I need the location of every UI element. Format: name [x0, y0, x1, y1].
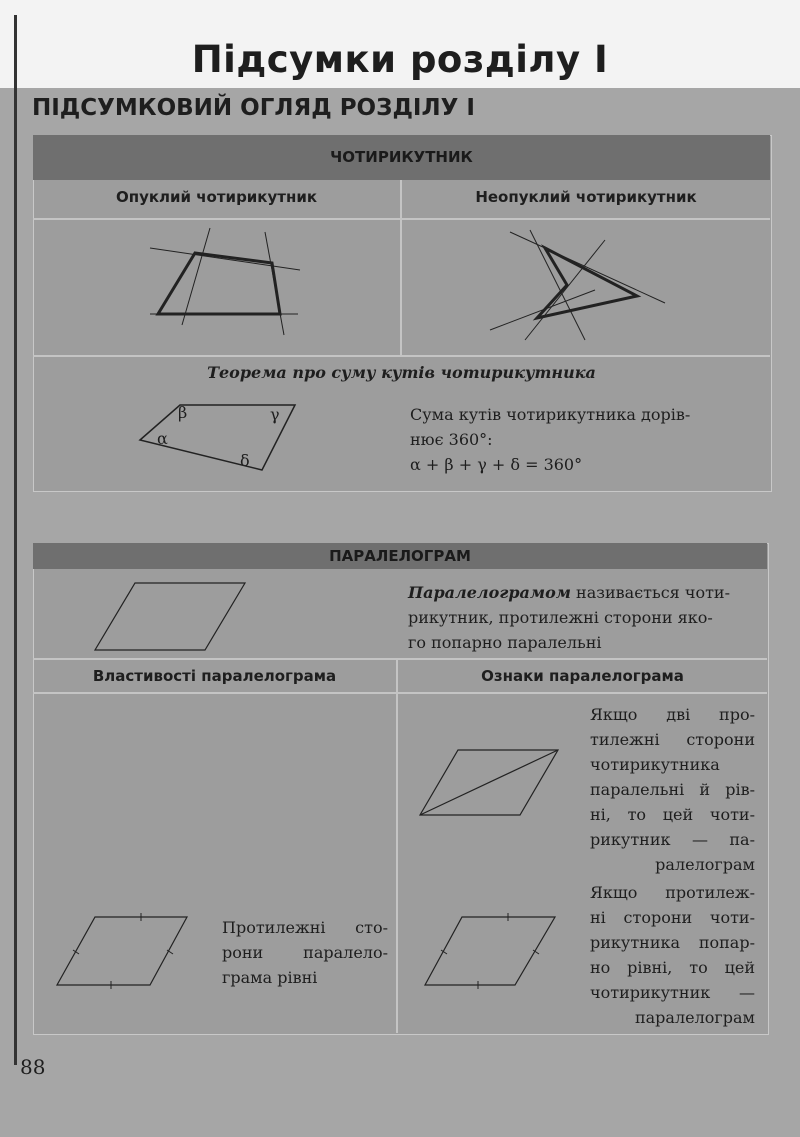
property-figure — [57, 913, 187, 989]
sign-line: Якщо протилеж- — [590, 883, 755, 902]
property-line: грама рівні — [222, 968, 318, 987]
angle-delta: δ — [240, 451, 250, 470]
angle-gamma: γ — [270, 405, 280, 424]
definition-term: Паралелограмом — [408, 583, 571, 602]
quadrilateral-header: ЧОТИРИКУТНИК — [33, 135, 770, 180]
sign-line: ні, то цей чоти- — [590, 805, 755, 824]
nonconvex-quadrilateral-figure — [490, 230, 665, 340]
property-line: рони паралело- — [222, 943, 388, 962]
sign1-figure — [420, 750, 558, 815]
page-title: Підсумки розділу I — [191, 38, 609, 81]
sign-line: но рівні, то цей — [590, 958, 755, 977]
sign2-figure — [425, 913, 555, 989]
angles-quadrilateral-figure — [140, 405, 295, 470]
properties-heading: Властивості паралелограма — [92, 667, 337, 685]
definition-line: називається чоти- — [570, 583, 730, 602]
property-line: Протилежні сто- — [222, 918, 388, 937]
theorem-line: Сума кутів чотирикутника дорів- — [410, 405, 691, 424]
definition-line: го попарно паралельні — [408, 633, 602, 652]
signs-heading: Ознаки паралелограма — [481, 667, 684, 685]
convex-quadrilateral-figure — [150, 228, 300, 335]
sign-line: Якщо дві про- — [590, 705, 755, 724]
sign-line: паралелограм — [634, 1008, 755, 1027]
sign-line: рикутника попар- — [590, 933, 755, 952]
angle-beta: β — [178, 403, 188, 422]
sign-line: паралельні й рів- — [590, 780, 755, 799]
theorem-title: Теорема про суму кутів чотирикутника — [207, 363, 596, 382]
angle-alpha: α — [157, 429, 168, 448]
page-number: 88 — [20, 1055, 46, 1079]
sign-line: тилежні сторони — [590, 730, 755, 749]
sign-line: ні сторони чоти- — [590, 908, 755, 927]
sign-line: ралелограм — [655, 855, 755, 874]
theorem-line: нює 360°: — [410, 430, 493, 449]
sign-line: чотирикутника — [590, 755, 720, 774]
nonconvex-heading: Неопуклий чотирикутник — [475, 188, 697, 206]
theorem-formula: α + β + γ + δ = 360° — [410, 455, 583, 474]
sign-line: чотирикутник — — [590, 983, 755, 1002]
section-subtitle: ПІДСУМКОВИЙ ОГЛЯД РОЗДІЛУ I — [32, 95, 475, 121]
convex-heading: Опуклий чотирикутник — [115, 188, 318, 206]
definition-line: рикутник, протилежні сторони яко- — [408, 608, 713, 627]
parallelogram-figure — [95, 583, 245, 650]
sign-line: рикутник — па- — [590, 830, 755, 849]
parallelogram-header: ПАРАЛЕЛОГРАМ — [33, 543, 767, 569]
